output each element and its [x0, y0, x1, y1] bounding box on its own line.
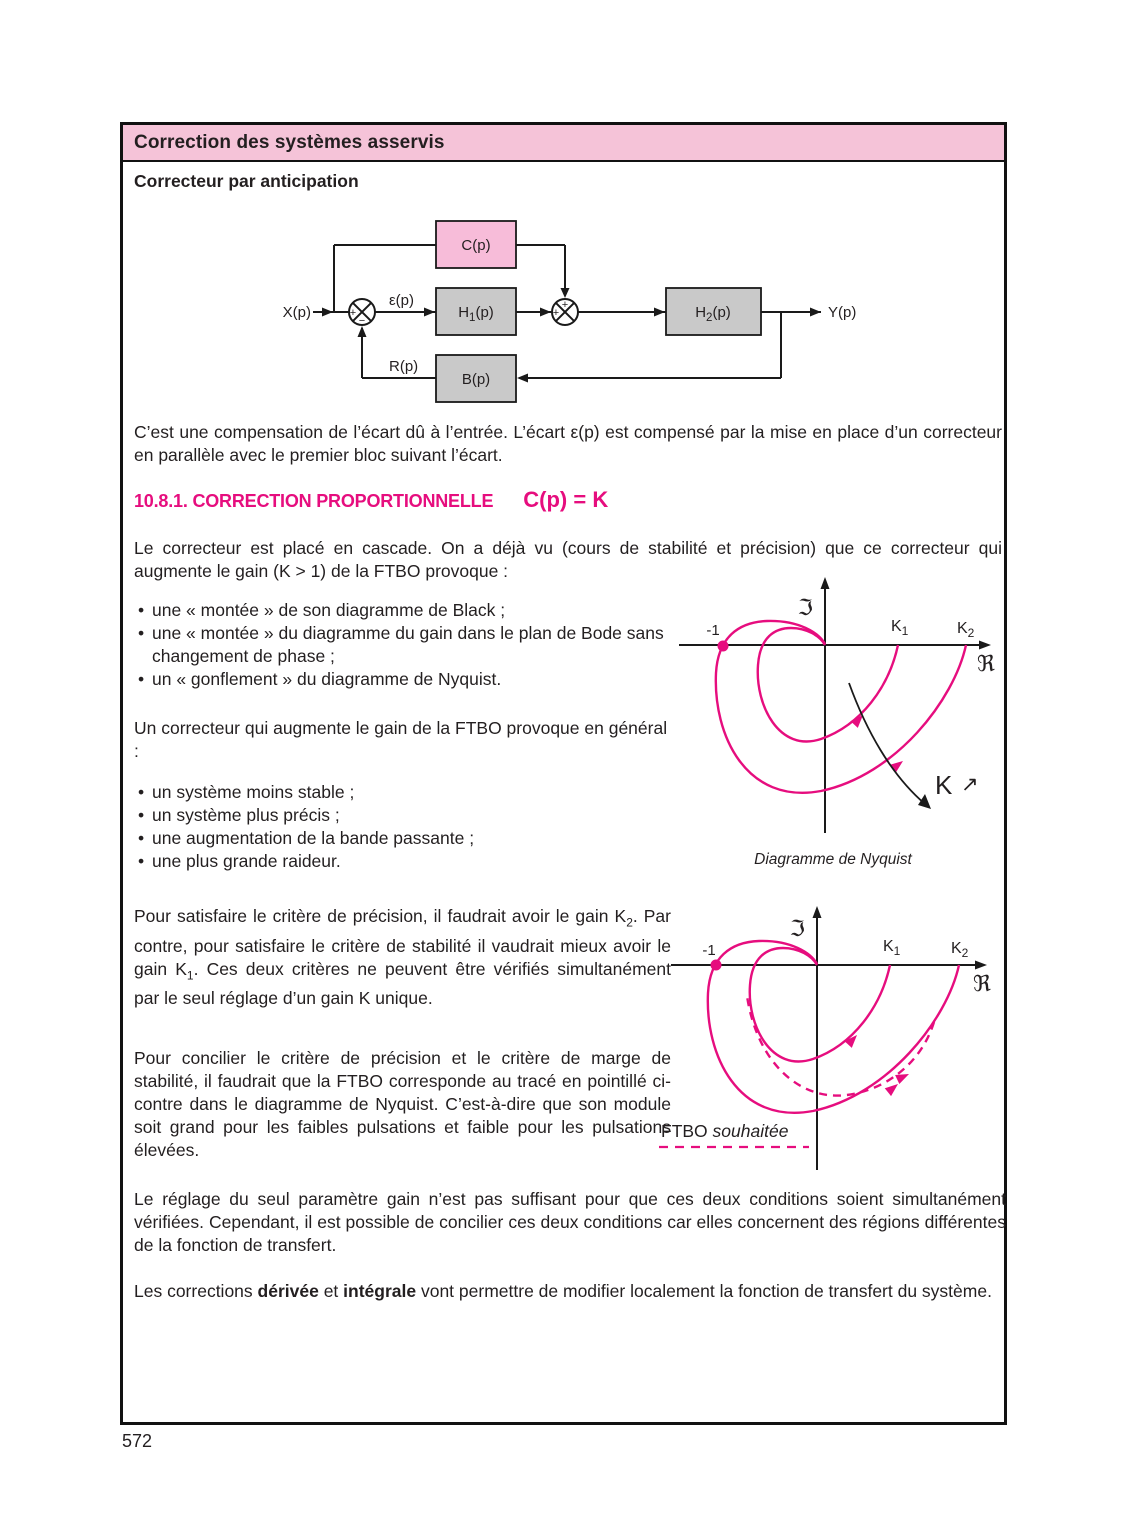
imaginary-axis-label: ℑ — [789, 917, 805, 942]
paragraph-derivative-integral: Les corrections dérivée et intégrale vont permettre de modifier localement la fonction de transfert du système. — [134, 1281, 992, 1301]
list-item: • une augmentation de la bande passante ; — [136, 827, 671, 850]
sum1-minus-sign: − — [358, 315, 366, 327]
list-item: • un système moins stable ; — [136, 781, 671, 804]
minus-one-label: -1 — [702, 942, 716, 959]
paragraph-compensation: C’est une compensation de l’écart dû à l’entrée. L’écart ε(p) est compensé par la mise en place d’un correcteur en parallèle avec le premier bloc suivant l’écart. — [134, 422, 1002, 465]
h2-block — [666, 288, 761, 335]
gain-label: K — [935, 770, 953, 800]
list-item: • un système plus précis ; — [136, 804, 671, 827]
section-heading-number: 10.8.1. CORRECTION PROPORTIONNELLE — [134, 491, 494, 511]
gain-up-arrow-icon: ↗ — [961, 772, 979, 796]
feedback-block — [436, 355, 516, 402]
corrector-block-label: C(p) — [461, 237, 491, 254]
nyquist-curves — [716, 621, 966, 793]
sum2-top-plus-sign: + — [561, 299, 569, 311]
k2-label: $K_2$ — [957, 620, 975, 640]
section-heading-formula: C(p) = K — [523, 487, 609, 512]
h1-block — [436, 288, 516, 335]
section-subtitle: Correcteur par anticipation — [134, 171, 359, 191]
feedback-block-label: B(p) — [461, 371, 491, 388]
nyquist-diagram-2 — [651, 894, 1011, 1176]
content-frame — [120, 122, 1007, 1425]
list-gain-effects — [136, 599, 671, 691]
error-signal-label: ε(p) — [389, 292, 415, 309]
nyquist1-caption: Diagramme de Nyquist — [754, 851, 912, 868]
nyquist-diagram-1 — [651, 565, 1011, 870]
page-title-bar — [123, 125, 1004, 162]
paragraph-single-gain: Le réglage du seul paramètre gain n’est pas suffisant pour que ces deux conditions soient simultanément vérifiées. Cependant, il est possible de concilier ces deux conditions car elles concernent des régions différentes de la fonction de transfert. — [134, 1189, 1006, 1255]
paragraph-corrector-gain: Un correcteur qui augmente le gain de la FTBO provoque en général : — [134, 718, 668, 761]
curve-direction-arrows — [850, 712, 906, 773]
list-item: • une « montée » du diagramme du gain dans le plan de Bode sans changement de phase ; — [136, 622, 671, 668]
input-signal-label: X(p) — [282, 304, 311, 321]
list-system-effects — [136, 781, 671, 873]
corrector-block — [436, 221, 516, 268]
paragraph-cascade: Le correcteur est placé en cascade. On a déjà vu (cours de stabilité et précision) que ce correcteur qui augmente le gain (K > 1) de la FTBO provoque : — [134, 538, 1002, 581]
k1-label: $K_1$ — [891, 618, 909, 638]
list-item: • une « montée » de son diagramme de Black ; — [136, 599, 671, 622]
list-item: • un « gonflement » du diagramme de Nyquist. — [136, 668, 671, 691]
sum2-left-plus-sign: + — [552, 307, 560, 319]
summing-junction-2 — [552, 299, 578, 325]
h1-block-label: $H_1(p)$ — [458, 304, 494, 324]
paragraph-precision-stability: Pour satisfaire le critère de précision, il faudrait avoir le gain $K_2$. Par contre, pour satisfaire le critère de stabilité il vaudrait mieux avoir le gain $K_1$. Ces deux critères ne peuvent être vérifiés simultanément par le seul réglage d’un gain K unique. — [134, 906, 672, 1008]
nyquist-curves — [708, 941, 959, 1113]
paragraph-conciliation: Pour concilier le critère de précision et le critère de marge de stabilité, il faudrait que la FTBO corresponde au tracé en pointillé ci-contre dans le diagramme de Nyquist. C’est-à-dire que son module soit grand pour les faibles pulsations et faible pour les pulsations élevées. — [134, 1048, 671, 1160]
gain-increase-arrow — [849, 683, 925, 804]
k1-label: $K_1$ — [883, 938, 901, 958]
section-heading — [134, 487, 608, 513]
desired-ftbo-legend: FTBO souhaitée — [661, 1121, 789, 1141]
real-axis-label: ℜ — [977, 652, 995, 677]
feedback-signal-label: R(p) — [389, 358, 419, 375]
bold-integrale: intégrale — [343, 1281, 417, 1301]
page-title: Correction des systèmes asservis — [134, 131, 445, 153]
summing-junction-1 — [349, 299, 375, 327]
k2-label: $K_2$ — [951, 940, 969, 960]
h2-block-label: $H_2(p)$ — [695, 304, 731, 324]
minus-one-label: -1 — [706, 622, 720, 639]
imaginary-axis-label: ℑ — [797, 596, 813, 621]
block-diagram-figure — [263, 210, 883, 410]
real-axis-label: ℜ — [973, 972, 991, 997]
sum1-plus-sign: + — [349, 307, 357, 319]
bold-derivee: dérivée — [257, 1281, 319, 1301]
list-item: • une plus grande raideur. — [136, 850, 671, 873]
gain-arrowhead — [918, 794, 931, 809]
axes-arrowheads — [821, 577, 992, 650]
page-number: 572 — [122, 1431, 153, 1451]
output-signal-label: Y(p) — [828, 304, 857, 321]
